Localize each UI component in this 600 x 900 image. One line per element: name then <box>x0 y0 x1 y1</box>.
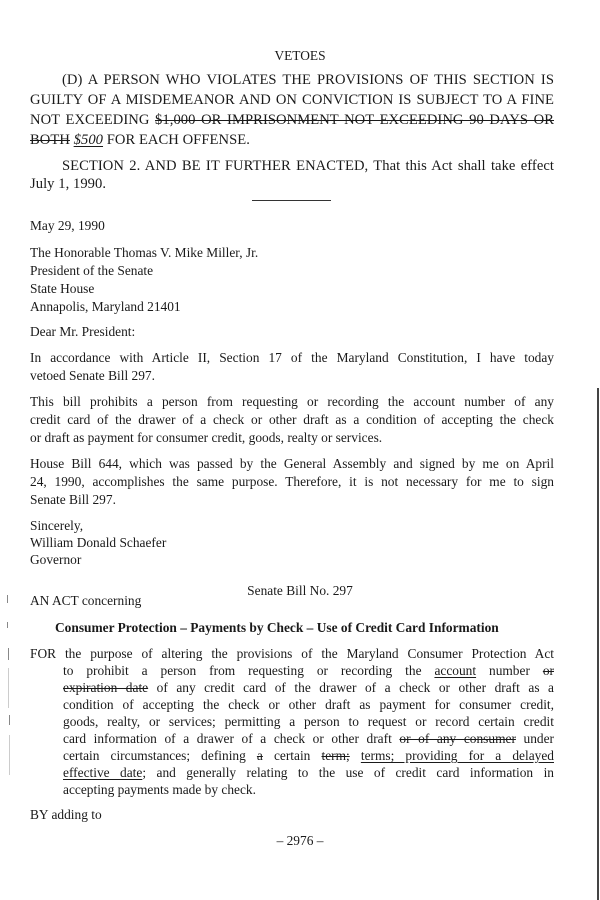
text: number <box>476 663 543 678</box>
scan-edge-line <box>597 388 599 900</box>
bill-title: Consumer Protection – Payments by Check – Use of Credit Card Information <box>55 620 499 635</box>
margin-mark <box>8 648 9 660</box>
purpose-line <box>63 663 554 679</box>
purpose-line <box>63 680 554 696</box>
struck-text: or <box>542 663 554 678</box>
addressee-line: State House <box>30 281 95 296</box>
addressee-line: Annapolis, Maryland 21401 <box>30 299 181 314</box>
margin-mark <box>7 622 8 628</box>
paragraph-line: credit card of the drawer of a check or other draft as a condition of accepting the check <box>30 412 554 427</box>
signer-title: Governor <box>30 552 82 567</box>
act-concerning-text: AN ACT concerning <box>30 593 142 608</box>
inserted-text: account <box>434 663 477 678</box>
closing: Sincerely, <box>30 518 84 533</box>
separator-rule <box>252 200 331 201</box>
paragraph-line: or draft as payment for consumer credit, goods, realty or services. <box>30 430 383 445</box>
text: NOT EXCEEDING <box>30 112 156 128</box>
paragraph-line: This bill prohibits a person from requesting or recording the account number of any <box>30 394 554 409</box>
margin-mark <box>9 715 10 725</box>
page-number: – 2976 – <box>276 833 324 848</box>
text <box>350 748 361 763</box>
signer-name: William Donald Schaefer <box>30 535 167 550</box>
struck-text: term; <box>321 748 350 763</box>
addressee-line: The Honorable Thomas V. Mike Miller, Jr. <box>30 245 259 260</box>
margin-mark <box>9 735 10 775</box>
addressee-line: President of the Senate <box>30 263 154 278</box>
paragraph-line: vetoed Senate Bill 297. <box>30 368 155 383</box>
text: card information of a drawer of a check or other draft <box>63 731 400 746</box>
by-adding-text: BY adding to <box>30 807 102 822</box>
struck-text: a <box>256 748 263 763</box>
text: under <box>515 731 555 746</box>
section-d-line-2: GUILTY OF A MISDEMEANOR AND ON CONVICTION IS SUBJECT TO A FINE <box>30 92 554 108</box>
inserted-text: terms; providing for a delayed <box>360 748 554 763</box>
text: ; and generally relating to the use of credit card information in <box>142 765 554 780</box>
struck-text: $1,000 OR IMPRISONMENT NOT EXCEEDING 90 DAYS OR <box>155 112 554 128</box>
inserted-text: $500 <box>73 132 104 148</box>
letter-date: May 29, 1990 <box>30 218 105 233</box>
text: to prohibit a person from requesting or recording the <box>63 663 435 678</box>
purpose-line <box>63 765 554 781</box>
section-2-line-1: SECTION 2. AND BE IT FURTHER ENACTED, That this Act shall take effect <box>62 158 554 174</box>
running-head: VETOES <box>274 48 326 63</box>
purpose-line: goods, realty, or services; permitting a person to request or record certain credit <box>63 714 554 729</box>
paragraph-line: Senate Bill 297. <box>30 492 116 507</box>
purpose-line <box>63 731 554 747</box>
bill-heading: Senate Bill No. 297 <box>247 583 353 598</box>
section-2-line-2: July 1, 1990. <box>30 176 107 192</box>
purpose-line: accepting payments made by check. <box>63 782 256 797</box>
text: of any credit card of the drawer of a check or other draft as a <box>148 680 554 695</box>
paragraph-line: In accordance with Article II, Section 17 of the Maryland Constitution, I have today <box>30 350 554 365</box>
section-d-line-1: (D) A PERSON WHO VIOLATES THE PROVISIONS OF THIS SECTION IS <box>62 72 554 88</box>
paragraph-line: House Bill 644, which was passed by the General Assembly and signed by me on April <box>30 456 554 471</box>
section-d-line-4 <box>30 132 250 149</box>
struck-text: or of any consumer <box>399 731 516 746</box>
margin-mark <box>7 595 8 603</box>
margin-mark <box>8 668 9 708</box>
struck-text: expiration date <box>63 680 149 695</box>
purpose-line <box>63 748 554 764</box>
section-d-line-3 <box>30 112 554 129</box>
salutation: Dear Mr. President: <box>30 324 136 339</box>
text: certain <box>262 748 322 763</box>
struck-text: BOTH <box>30 132 70 148</box>
paragraph-line: 24, 1990, accomplishes the same purpose. Therefore, it is not necessary for me to sign <box>30 474 554 489</box>
text: certain circumstances; defining <box>63 748 257 763</box>
purpose-line: FOR the purpose of altering the provisions of the Maryland Consumer Protection Act <box>30 646 554 661</box>
inserted-text: effective date <box>63 765 143 780</box>
text: FOR EACH OFFENSE. <box>103 132 250 148</box>
purpose-line: condition of accepting the check or other draft as payment for consumer credit, <box>63 697 554 712</box>
